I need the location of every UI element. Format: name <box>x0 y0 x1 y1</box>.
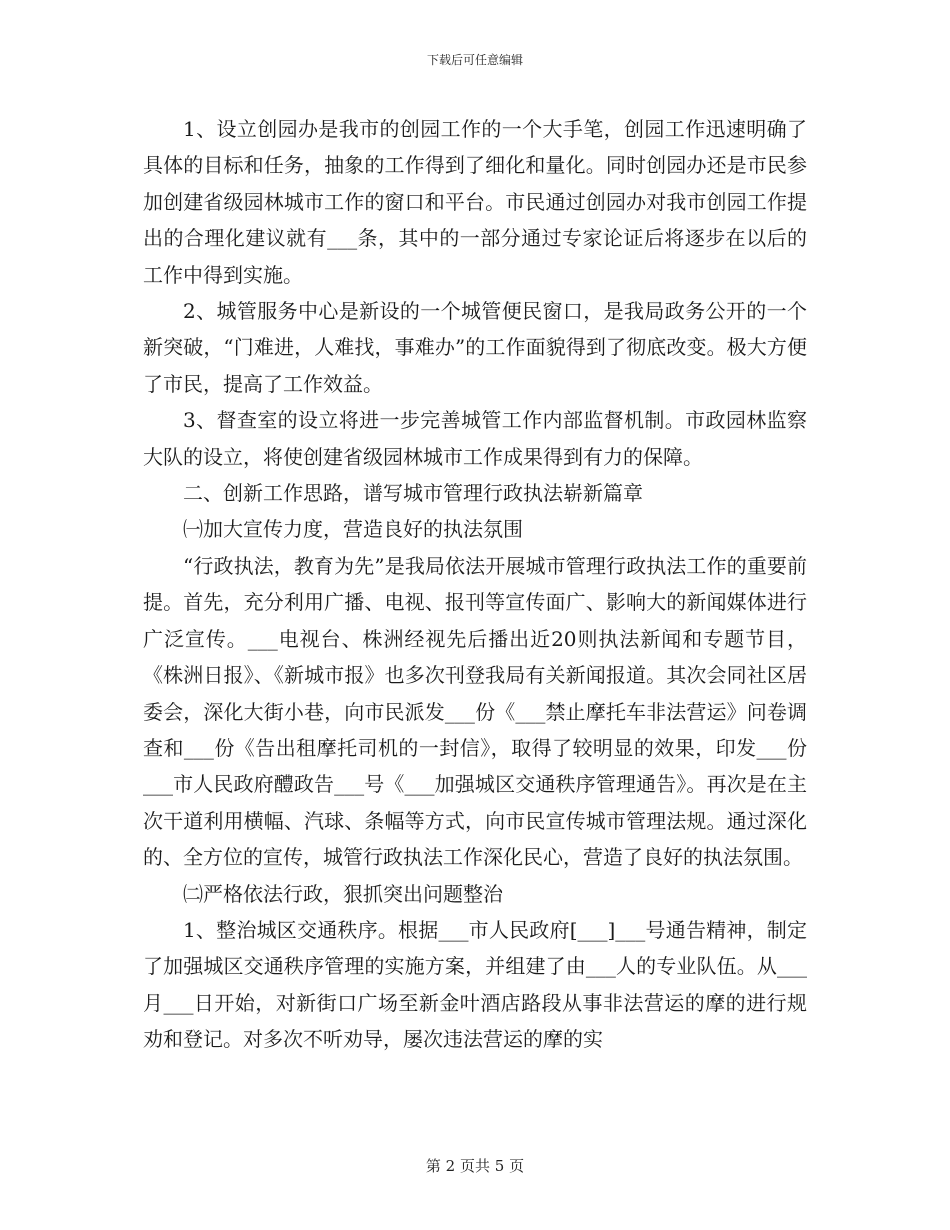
paragraph-item-1: 1、设立创园办是我市的创园工作的一个大手笔，创园工作迅速明确了具体的目标和任务，抽象的工作得到了细化和量化。同时创园办还是市民参加创建省级园林城市工作的窗口和平台。市民通过创园办对我市创园工作提出的合理化建议就有___条，其中的一部分通过专家论证后将逐步在以后的工作中得到实施。 <box>143 117 807 287</box>
subsection-heading-1: ㈠加大宣传力度，营造良好的执法氛围 <box>183 517 523 542</box>
paragraph-item-3: 3、督查室的设立将进一步完善城管工作内部监督机制。市政园林监察大队的设立，将使创建省级园林城市工作成果得到有力的保障。 <box>143 408 807 469</box>
subsection-heading-2: ㈡严格依法行政，狠抓突出问题整治 <box>183 881 503 906</box>
document-body <box>143 111 807 1058</box>
paragraph-traffic: 1、整治城区交通秩序。根据___市人民政府[___]___号通告精神，制定了加强城区交通秩序管理的实施方案，并组建了由___人的专业队伍。从___月___日开始，对新街口广场至新金叶酒店路段从事非法营运的摩的进行规劝和登记。对多次不听劝导，屡次违法营运的摩的实 <box>143 917 807 1052</box>
paragraph-item-2: 2、城管服务中心是新设的一个城管便民窗口，是我局政务公开的一个新突破，“门难进，人难找，事难办”的工作面貌得到了彻底改变。极大方便了市民，提高了工作效益。 <box>143 299 807 396</box>
page-footer: 第 2 页共 5 页 <box>425 1157 525 1175</box>
paragraph-publicity: “行政执法，教育为先”是我局依法开展城市管理行政执法工作的重要前提。首先，充分利用广播、电视、报刊等宣传面广、影响大的新闻媒体进行广泛宣传。___电视台、株洲经视先后播出近20则执法新闻和专题节目，《株洲日报》、《新城市报》也多次刊登我局有关新闻报道。其次会同社区居委会，深化大街小巷，向市民派发___份《___禁止摩托车非法营运》问卷调查和___份《告出租摩托司机的一封信》，取得了较明显的效果，印发___份___市人民政府醴政告___号《___加强城区交通秩序管理通告》。再次是在主次干道利用横幅、汽球、条幅等方式，向市民宣传城市管理法规。通过深化的、全方位的宣传，城管行政执法工作深化民心，营造了良好的执法氛围。 <box>143 553 807 870</box>
section-heading: 二、创新工作思路，谱写城市管理行政执法崭新篇章 <box>183 481 643 506</box>
page-header: 下载后可任意编辑 <box>426 53 523 67</box>
